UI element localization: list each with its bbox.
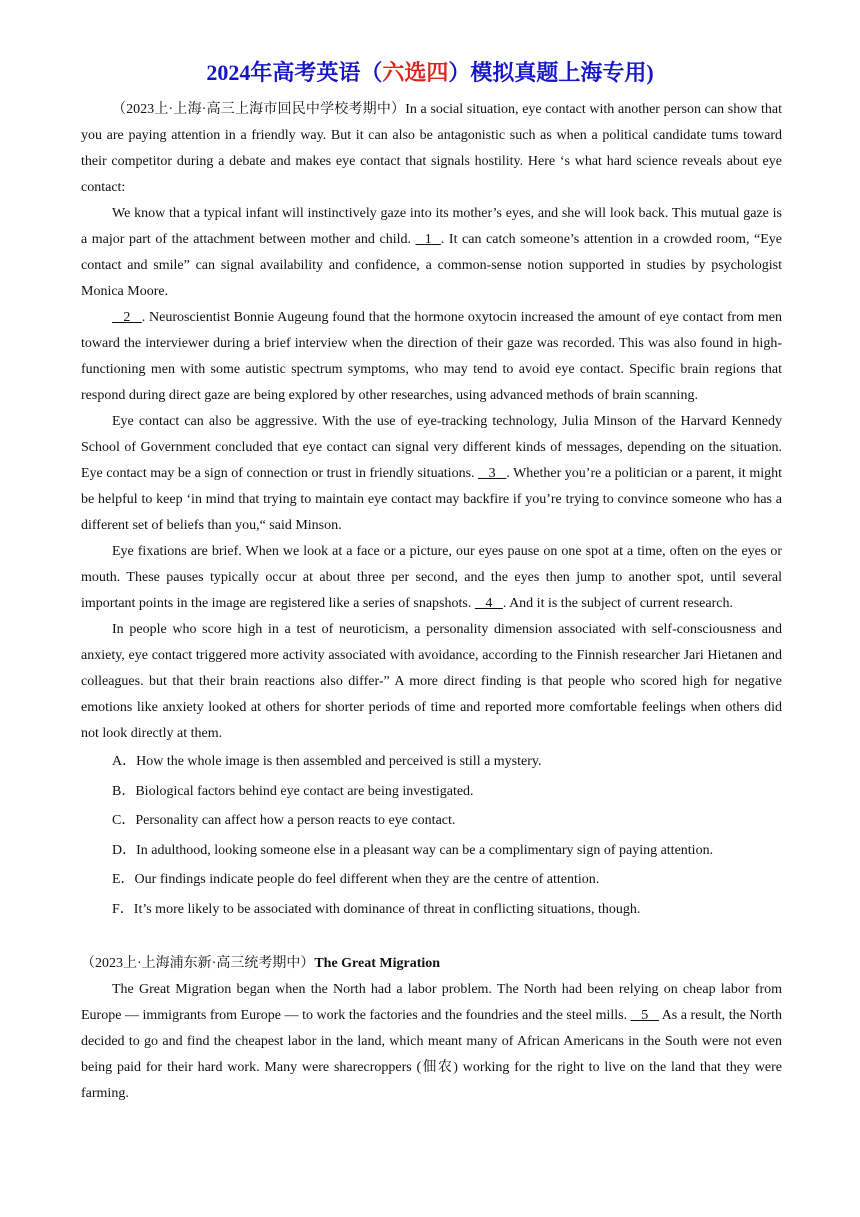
blank-1: 1 xyxy=(415,232,441,247)
blank-4: 4 xyxy=(474,596,503,611)
passage2-title xyxy=(81,951,782,977)
title-part1: 2024年高考英语（ xyxy=(206,60,383,85)
option-e: E．Our findings indicate people do feel different when they are the centre of attention. xyxy=(112,872,600,888)
passage2-paragraph-1 xyxy=(81,977,782,1107)
section-spacer xyxy=(81,925,782,951)
option-d: D．In adulthood, looking someone else in a pleasant way can be a complimentary sign of paying attention. xyxy=(112,842,714,858)
answer-options xyxy=(81,747,782,925)
option-a: A．How the whole image is then assembled and perceived is still a mystery. xyxy=(112,754,542,769)
passage1-paragraph-2 xyxy=(81,201,782,305)
p5a-text: Eye fixations are brief. When we look at a face or a picture, our eyes pause on one spot at a time, often on the eyes or mouth. These pauses typically occur at about three per second, and the eyes then jump to another spot, until several important points in the image are registered like a series of snapshots. xyxy=(81,544,782,611)
passage2-p1b-text: As a result, the North decided to go and find the cheapest labor in the land, which meant many of African Americans in the South were not even being paid for their hard work. Many were sharecroppers (佃农) working for the right to live on the land that they were farming. xyxy=(81,1007,782,1101)
p2b-text: . It can catch someone’s attention in a crowded room, “Eye contact and smile” can signal availability and confidence, a common-sense notion supported in studies by psychologist Monica Moore. xyxy=(81,232,783,299)
option-f: F．It’s more likely to be associated with dominance of threat in conflicting situations, though. xyxy=(112,901,641,917)
passage2-heading: The Great Migration xyxy=(314,955,441,971)
blank-2: 2 xyxy=(112,310,142,325)
passage1-paragraph-4 xyxy=(81,409,782,539)
p4b-text: . Whether you’re a politician or a parent, it might be helpful to keep ‘in mind that trying to maintain eye contact may backfire if you’re trying to convince someone who has a different set of beliefs than you,“ said Minson. xyxy=(81,466,783,533)
passage2-source: （2023上·上海浦东新·高三统考期中） xyxy=(81,955,315,971)
option-c: C．Personality can affect how a person reacts to eye contact. xyxy=(112,813,456,829)
title-accent: 六选四 xyxy=(382,60,449,85)
title-part2: ）模拟真题上海专用) xyxy=(448,60,654,85)
passage1-source: （2023上·上海·高三上海市回民中学校考期中） xyxy=(112,102,406,117)
p3b-text: . Neuroscientist Bonnie Augeung found that the hormone oxytocin increased the amount of eye contact from men toward the interviewer during a brief interview when the direction of their gaze was recorded. This was also found in high- functioning men with some autistic spectrum symptoms, who may tend to avoid eye contact. Specific brain regions that respond during direct gaze are being explored by other researches, using advanced methods of brain scanning. xyxy=(81,310,782,403)
passage1-paragraph-3 xyxy=(81,305,782,409)
passage1-paragraph-6: In people who score high in a test of neuroticism, a personality dimension associated with self-consciousness and anxiety, eye contact triggered more activity associated with avoidance, according to the Finnish researcher Jari Hietanen and colleagues. but that their brain reactions also differ-” A more direct finding is that people who scored high for negative emotions like anxiety looked at others for shorter periods of time and reported more comfortable feelings when others did not look directly at them. xyxy=(81,622,782,741)
page-title xyxy=(0,58,860,88)
p5b-text: . And it is the subject of current research. xyxy=(502,596,733,611)
p4a-text: Eye contact can also be aggressive. With the use of eye-tracking technology, Julia Minson of the Harvard Kennedy School of Government concluded that eye contact can signal very different kinds of messages, depending on the situation. Eye contact may be a sign of connection or trust in friendly situations. xyxy=(81,414,782,481)
passage1-p1-text: In a social situation, eye contact with another person can show that you are paying attention in a friendly way. But it can also be antagonistic such as when a political candidate tums toward their competitor during a debate and makes eye contact that signals hostility. Here ‘s what hard science reveals about eye contact: xyxy=(81,102,783,195)
blank-5: 5 xyxy=(630,1007,659,1023)
document-body xyxy=(81,97,782,1107)
passage2-p1a-text: The Great Migration began when the North had a labor problem. The North had been relying on cheap labor from Europe — immigrants from Europe — to work the factories and the foundries and the steel mills. xyxy=(81,981,782,1023)
passage1-paragraph-5 xyxy=(81,539,782,617)
p2a-text: We know that a typical infant will instinctively gaze into its mother’s eyes, and she will look back. This mutual gaze is a major part of the attachment between mother and child. xyxy=(81,206,782,247)
blank-3: 3 xyxy=(478,466,507,481)
option-b: B．Biological factors behind eye contact are being investigated. xyxy=(112,783,474,799)
passage1-paragraph-1 xyxy=(81,97,782,201)
